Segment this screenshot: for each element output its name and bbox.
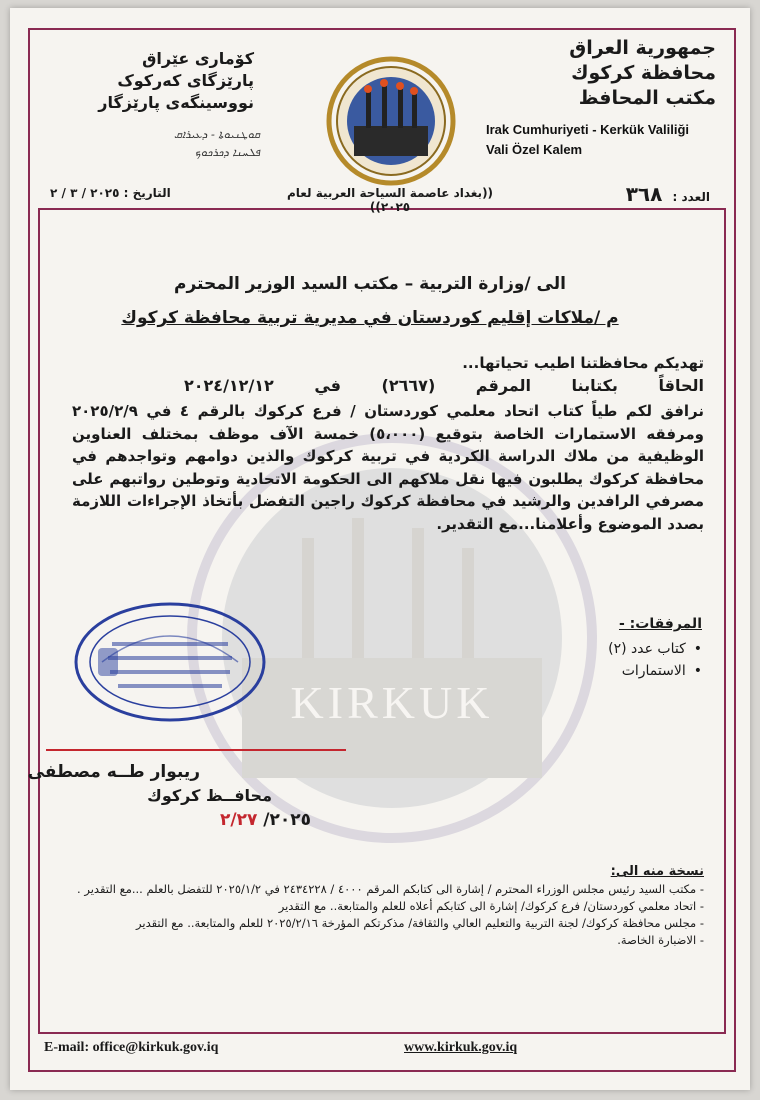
attachment-item: • الاستمارات xyxy=(608,660,702,682)
signatory-title: محافــظ كركوك xyxy=(147,786,272,805)
header-ku-line-1: كۆماری عێراق xyxy=(142,49,254,68)
official-stamp xyxy=(72,600,268,724)
attachments-title: المرفقات: - xyxy=(618,616,702,632)
letter-page xyxy=(10,8,750,1090)
header-tr-line-2: Vali Özel Kalem xyxy=(486,142,583,157)
header-tr-line-1: Irak Cumhuriyeti - Kerkük Valiliği xyxy=(486,122,690,137)
reference-row xyxy=(50,180,710,214)
footer xyxy=(44,1040,734,1062)
copies-list xyxy=(68,882,704,950)
copy-item: - مكتب السيد رئيس مجلس الوزراء المحترم / إشارة الى كتابكم المرقم ٤٠٠٠ / ٢٤٣٤٢٢٨ في ٢٠٢٥/١/٢ للتفضل بالعلم ...مع التقدير . xyxy=(77,882,704,896)
reference-line: الحاقاً بكتابنا المرقم (٢٦٦٧) في ٢٠٢٤/١٢/١٢ xyxy=(184,376,704,395)
reference-date-value: ٢٠٢٥ / ٣ / ٢ xyxy=(50,186,120,200)
header-ku-line-2: پارێزگای کەرکوک xyxy=(117,71,254,90)
signatory-name: ريبوار طــه مصطفى xyxy=(27,762,200,782)
reference-number xyxy=(626,182,710,206)
greeting: تهديكم محافظتنا اطيب تحياتها... xyxy=(462,354,704,372)
copies-title: نسخة منه الى: xyxy=(610,864,704,879)
governorate-logo xyxy=(326,56,456,186)
reference-date xyxy=(50,186,171,200)
reference-number-label: العدد : xyxy=(672,190,710,204)
signature-stroke xyxy=(46,748,346,752)
header-syriac xyxy=(70,126,260,162)
header-turkish xyxy=(486,120,726,160)
header-arabic xyxy=(506,36,716,111)
copy-item: - اتحاد معلمي كوردستان/ فرع كركوك/ إشارة الى كتابكم أعلاه للعلم والمتابعة.. مع التقدير xyxy=(278,899,704,913)
watermark-text: KIRKUK xyxy=(290,677,494,728)
header-sy-line-2: ܦܠܚܢܐ ܕܟܪܟܘܟ xyxy=(194,146,260,159)
copy-item: - الاضبارة الخاصة. xyxy=(617,933,704,947)
footer-website[interactable]: www.kirkuk.gov.iq xyxy=(404,1040,518,1055)
slogan: ((بغداد عاصمة السياحة العربية لعام ٢٠٢٥)) xyxy=(286,186,494,214)
reference-date-label: التاريخ : xyxy=(123,186,171,200)
copy-item: - مجلس محافظة كركوك/ لجنة التربية والتعليم العالي والثقافة/ مذكرتكم المؤرخة ٢٠٢٥/٢/١٦ للعلم والمتابعة.. مع التقدير xyxy=(136,916,704,930)
header-ku-line-3: نووسینگەی پارێزگار xyxy=(98,93,254,112)
footer-email[interactable]: E-mail: office@kirkuk.gov.iq xyxy=(44,1040,219,1055)
attachment-item: • كتاب عدد (٢) xyxy=(608,638,702,660)
header-ar-line-2: محافظة كركوك xyxy=(571,62,716,84)
reference-number-value: ٣٦٨ xyxy=(625,182,663,206)
header-kurdish xyxy=(54,48,254,114)
header-ar-line-1: جمهورية العراق xyxy=(569,37,716,59)
letter-body: نرافق لكم طياً كتاب اتحاد معلمي كوردستان / فرع كركوك بالرقم ٤ في ٢٠٢٥/٢/٩ ومرفقه الاستمارات الخاصة بتوقيع (٥،٠٠٠) خمسة الآف موظف بمختلف العناوين الوظيفية من ملاك الدراسة الكردية في تربية كركوك والذين دوامهم وتواجدهم في محافظة كركوك يطلبون فيها نقل ملاكهم الى الحكومة الاتحادية وتوطين رواتبهم على مصرفي الرافدين والرشيد في محافظة كركوك راجين التفضل بأتخاذ الإجراءات اللازمة بصدد الموضوع وأعلامنا...مع التقدير. xyxy=(72,402,705,533)
signature-date-handwritten: ٢/٢٧ xyxy=(220,810,258,830)
header-ar-line-3: مكتب المحافظ xyxy=(578,87,716,109)
header-sy-line-1: ܩܘܛܢܝܘܬܐ - ܕܥܝܪܐܩ xyxy=(173,128,260,141)
signature-date-prefix: ٢٠٢٥/ xyxy=(263,810,311,830)
attachments-list xyxy=(608,638,702,682)
subject: م /ملاكات إقليم كوردستان في مديرية تربية محافظة كركوك xyxy=(121,308,619,328)
signature-date xyxy=(220,810,311,830)
addressee: الى /وزارة التربية – مكتب السيد الوزير المحترم xyxy=(174,274,566,294)
